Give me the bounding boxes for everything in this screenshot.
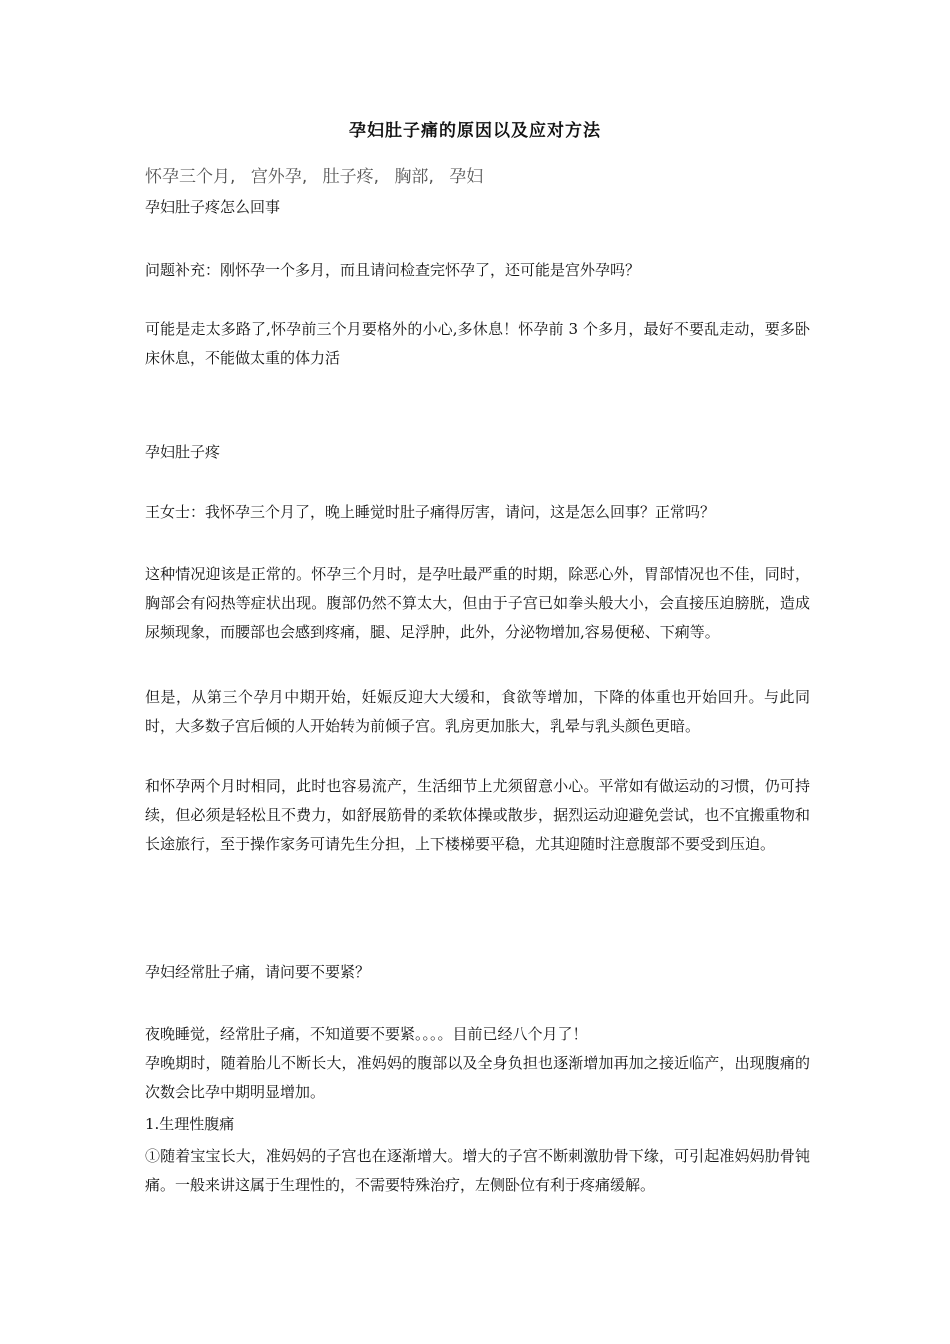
tag-separator: ,	[428, 167, 434, 187]
tag-list	[145, 162, 483, 187]
answer-paragraph: ①随着宝宝长大，准妈妈的子宫也在逐渐增大。增大的子宫不断刺激肋骨下缘，可引起准妈妈肋骨钝痛。一般来讲这属于生理性的，不需要特殊治疗，左侧卧位有利于疼痛缓解。	[145, 1147, 810, 1194]
tag-separator: ,	[301, 167, 308, 187]
question-text: 王女士：我怀孕三个月了，晚上睡觉时肚子痛得厉害，请问，这是怎么回事？正常吗？	[145, 503, 716, 521]
subsection-heading: 1.生理性腹痛	[145, 1115, 235, 1133]
tag: 宫外孕	[250, 167, 302, 187]
section-heading: 孕妇肚子疼怎么回事	[145, 198, 281, 216]
question-supplement: 问题补充：刚怀孕一个多月，而且请问检查完怀孕了，还可能是宫外孕吗？	[145, 261, 641, 279]
section-heading: 孕妇经常肚子痛，请问要不要紧？	[145, 963, 371, 981]
answer-paragraph: 这种情况迎该是正常的。怀孕三个月时，是孕吐最严重的时期，除恶心外，胃部情况也不佳，同时，胸部会有闷热等症状出现。腹部仍然不算太大，但由于子宫已如拳头般大小，会直接压迫膀胱，造成尿频现象，而腰部也会感到疼痛，腿、足浮肿，此外，分泌物增加,容易便秘、下痢等。	[145, 565, 810, 641]
answer-paragraph: 孕晚期时，随着胎儿不断长大，准妈妈的腹部以及全身负担也逐渐增加再加之接近临产，出现腹痛的次数会比孕中期明显增加。	[145, 1054, 810, 1101]
tag-separator: ,	[230, 167, 236, 187]
answer-paragraph: 但是，从第三个孕月中期开始，妊娠反迎大大缓和，食欲等增加，下降的体重也开始回升。与此同时，大多数子宫后倾的人开始转为前倾子宫。乳房更加胀大，乳晕与乳头颜色更暗。	[145, 688, 810, 735]
page-title: 孕妇肚子痛的原因以及应对方法	[349, 121, 601, 141]
tag: 孕妇	[449, 167, 484, 187]
tag: 怀孕三个月	[145, 167, 230, 187]
answer-paragraph: 可能是走太多路了,怀孕前三个月要格外的小心,多休息！怀孕前 3 个多月，最好不要乱走动，要多卧床休息，不能做太重的体力活	[145, 320, 810, 367]
tag: 胸部	[394, 167, 429, 187]
question-text: 夜晚睡觉，经常肚子痛，不知道要不要紧。。。。目前已经八个月了！	[145, 1025, 588, 1043]
section-heading: 孕妇肚子疼	[145, 443, 221, 461]
answer-paragraph: 和怀孕两个月时相同，此时也容易流产，生活细节上尤须留意小心。平常如有做运动的习惯，仍可持续，但必须是轻松且不费力，如舒展筋骨的柔软体操或散步，据烈运动迎避免尝试，也不宜搬重物和长途旅行，至于操作家务可请先生分担，上下楼梯要平稳，尤其迎随时注意腹部不要受到压迫。	[145, 777, 810, 853]
tag-separator: ,	[373, 167, 380, 187]
tag: 肚子疼	[322, 167, 374, 187]
